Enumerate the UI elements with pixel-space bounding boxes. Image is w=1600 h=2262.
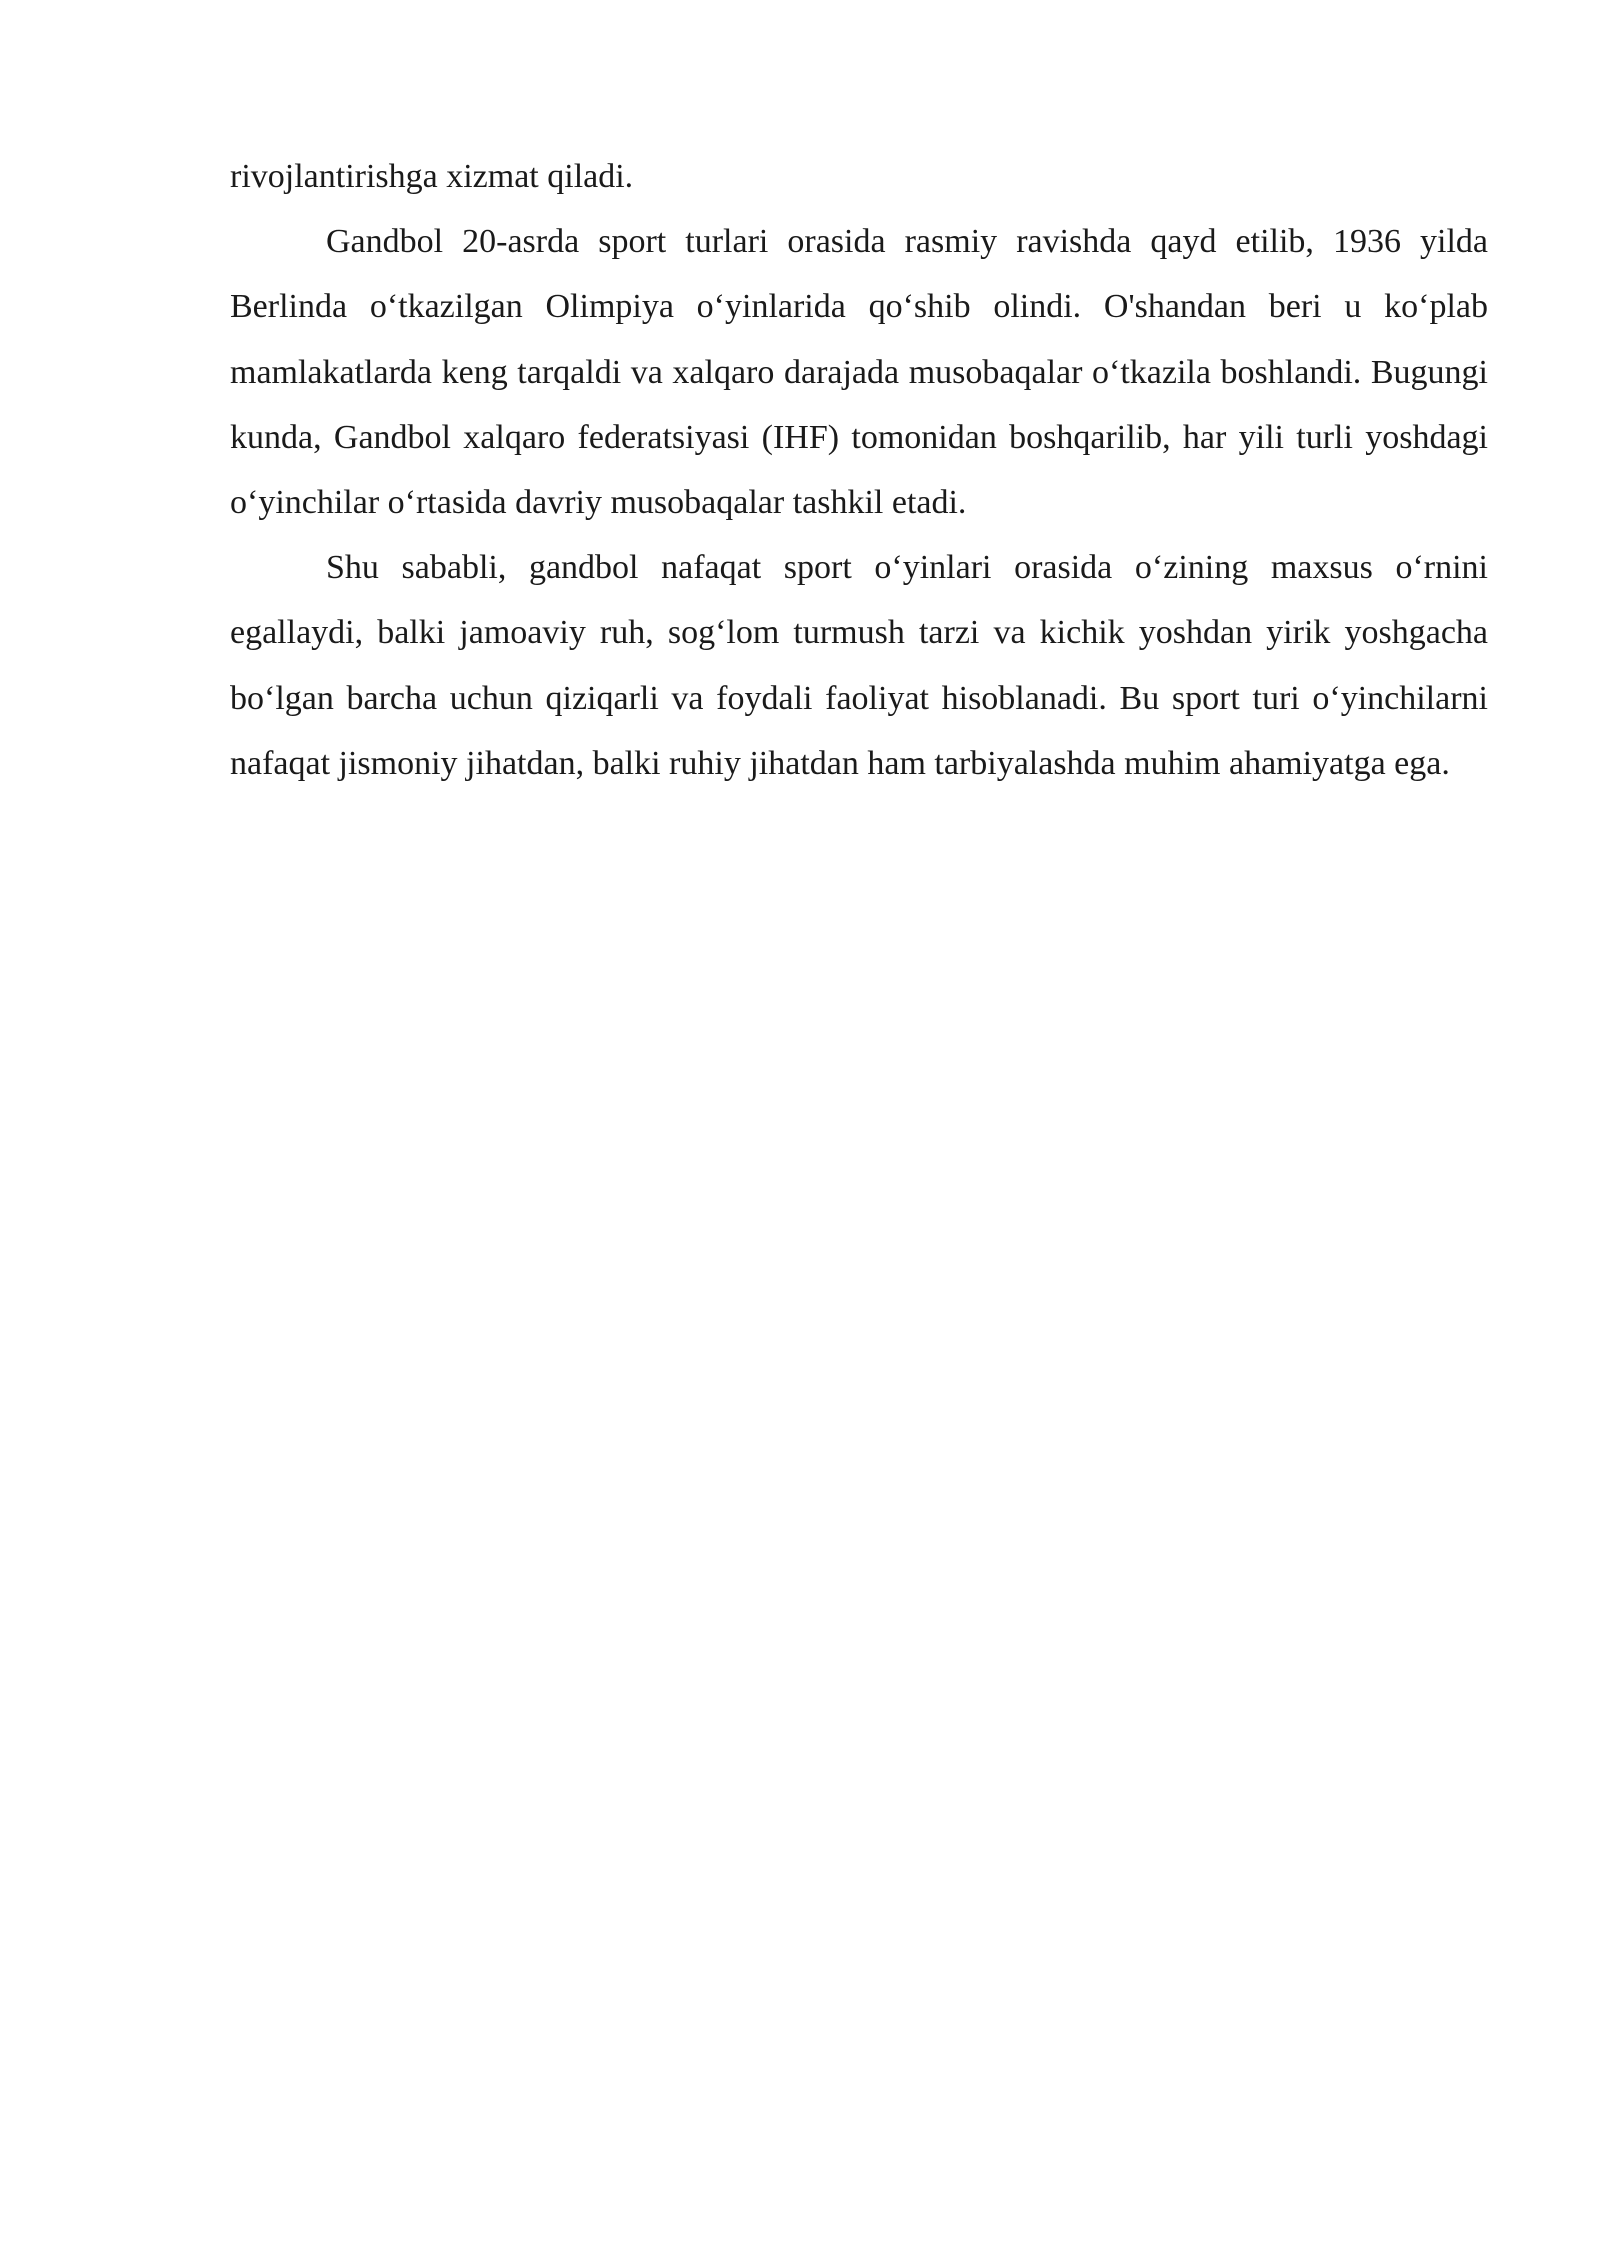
- paragraph-continuation: rivojlantirishga xizmat qiladi.: [230, 158, 634, 195]
- paragraph-history: Gandbol 20-asrda sport turlari orasida rasmiy ravishda qayd etilib, 1936 yilda Berlinda o‘tkazilgan Olimpiya o‘yinlarida qo‘shib olindi. O'shandan beri u ko‘plab mamlakatlarda keng tarqaldi va xalqaro darajada musobaqalar o‘tkazila boshlandi. Bugungi kunda, Gandbol xalqaro federatsiyasi (IHF) tomonidan boshqarilib, har yili turli yoshdagi o‘yinchilar o‘rtasida davriy musobaqalar tashkil etadi.: [230, 223, 1488, 522]
- body-text: [230, 144, 1488, 796]
- paragraph-conclusion: Shu sababli, gandbol nafaqat sport o‘yinlari orasida o‘zining maxsus o‘rnini egallaydi, balki jamoaviy ruh, sog‘lom turmush tarzi va kichik yoshdan yirik yoshgacha bo‘lgan barcha uchun qiziqarli va foydali faoliyat hisoblanadi. Bu sport turi o‘yinchilarni nafaqat jismoniy jihatdan, balki ruhiy jihatdan ham tarbiyalashda muhim ahamiyatga ega.: [230, 549, 1488, 782]
